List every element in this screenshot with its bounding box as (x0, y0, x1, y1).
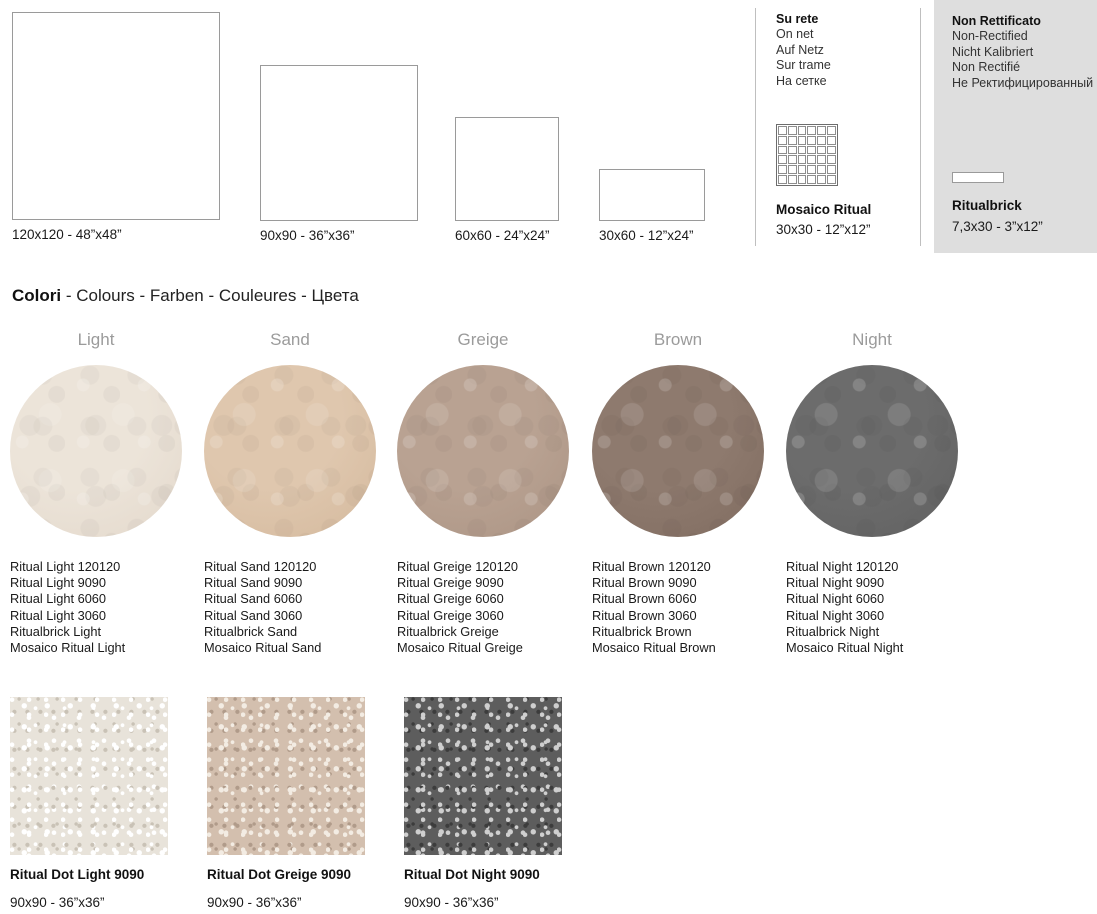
dot-tile-1 (207, 697, 377, 910)
format-caption-30x60: 30x60 - 12”x24” (599, 228, 694, 243)
dot-tile-swatch (404, 697, 562, 855)
colour-swatch-sand (204, 365, 376, 537)
mosaic-product-name: Mosaico Ritual (776, 202, 872, 217)
colour-product-item: Ritual Night 6060 (786, 591, 885, 607)
colour-product-item: Mosaico Ritual Light (10, 640, 126, 656)
panel-su-rete-lang-en: On net (776, 27, 814, 41)
format-120x120 (12, 12, 220, 242)
colour-product-list (786, 559, 981, 656)
mosaic-product-size: 30x30 - 12”x12” (776, 222, 871, 237)
dot-tile-swatch (207, 697, 365, 855)
colour-product-item: Ritual Light 6060 (10, 591, 107, 607)
colour-product-item: Ritual Sand 9090 (204, 575, 303, 591)
panel-non-rettificato-lang-en: Non-Rectified (952, 29, 1028, 43)
colour-texture (10, 365, 182, 537)
colour-product-item: Ritual Brown 120120 (592, 559, 711, 574)
colour-swatch-light (10, 365, 182, 537)
colour-product-item: Ritual Light 9090 (10, 575, 107, 591)
panel-non-rettificato-title: Non Rettificato (952, 14, 1041, 28)
panel-non-rettificato-lang-fr: Non Rectifié (952, 60, 1021, 74)
colori-heading (12, 286, 359, 306)
dot-tile-name: Ritual Dot Greige 9090 (207, 867, 352, 882)
colour-product-item: Ritual Sand 6060 (204, 591, 303, 607)
dot-tile-0 (10, 697, 180, 910)
colour-column-night (786, 330, 981, 656)
format-caption-120x120: 120x120 - 48”x48” (12, 227, 122, 242)
panel-su-rete-lang-ru: На сетке (776, 73, 827, 88)
colour-product-item: Ritual Light 3060 (10, 607, 107, 623)
divider-right (920, 8, 921, 246)
colour-product-item: Ritualbrick Night (786, 623, 880, 639)
panel-su-rete (776, 12, 911, 237)
dot-tile-speckle-texture (404, 697, 562, 855)
colour-product-item: Ritual Night 9090 (786, 575, 885, 591)
format-swatch-120x120 (12, 12, 220, 220)
colour-product-item: Ritualbrick Sand (204, 623, 298, 639)
mosaic-grid-icon (776, 124, 838, 186)
colour-swatch-brown (592, 365, 764, 537)
panel-su-rete-lang-de: Auf Netz (776, 42, 824, 57)
colour-product-list (592, 559, 787, 656)
format-60x60 (455, 117, 559, 243)
panel-su-rete-title: Su rete (776, 12, 819, 26)
colour-product-item: Mosaico Ritual Brown (592, 640, 716, 656)
colour-product-item: Ritual Brown 9090 (592, 575, 697, 591)
dot-tile-name: Ritual Dot Night 9090 (404, 867, 540, 882)
dot-tile-2 (404, 697, 574, 910)
colour-texture (592, 365, 764, 537)
panel-non-rettificato-content (952, 14, 1097, 91)
panel-non-rettificato-lang-ru: Не Ректифицированный (952, 75, 1094, 90)
colour-column-greige (397, 330, 592, 656)
colour-product-item: Ritual Light 120120 (10, 559, 121, 574)
colour-product-item: Ritual Night 3060 (786, 607, 885, 623)
panel-non-rettificato (934, 0, 1097, 253)
colour-product-item: Ritual Sand 120120 (204, 559, 317, 574)
colour-product-item: Mosaico Ritual Sand (204, 640, 322, 656)
colour-product-item: Ritualbrick Greige (397, 623, 499, 639)
panel-su-rete-lang-fr: Sur trame (776, 58, 831, 72)
colour-product-item: Ritual Brown 6060 (592, 591, 697, 607)
format-30x60 (599, 169, 705, 243)
colour-product-item: Ritual Greige 3060 (397, 607, 504, 623)
colour-swatch-greige (397, 365, 569, 537)
colour-column-brown (592, 330, 787, 656)
colour-texture (786, 365, 958, 537)
divider-left (755, 8, 756, 246)
formats-row (0, 0, 1097, 253)
colour-product-list (10, 559, 205, 656)
colour-column-sand (204, 330, 399, 656)
colour-product-item: Mosaico Ritual Greige (397, 640, 523, 656)
brick-tile-icon (952, 172, 1004, 183)
colour-title-greige: Greige (457, 330, 509, 349)
colour-product-item: Ritual Greige 120120 (397, 559, 518, 574)
colour-product-item: Ritual Brown 3060 (592, 607, 697, 623)
colour-product-list (397, 559, 592, 656)
panel-non-rettificato-lang-de: Nicht Kalibriert (952, 44, 1034, 59)
format-swatch-90x90 (260, 65, 418, 221)
format-swatch-60x60 (455, 117, 559, 221)
colour-title-brown: Brown (653, 330, 703, 349)
dot-tile-speckle-texture (207, 697, 365, 855)
dot-tile-speckle-texture (10, 697, 168, 855)
colour-title-sand: Sand (270, 330, 310, 349)
format-90x90 (260, 65, 418, 243)
colour-product-item: Ritualbrick Light (10, 623, 102, 639)
colour-product-item: Ritual Greige 6060 (397, 591, 504, 607)
brick-product-name: Ritualbrick (952, 198, 1022, 213)
colour-product-list (204, 559, 399, 656)
dot-tile-name: Ritual Dot Light 9090 (10, 867, 145, 882)
colour-title-light: Light (77, 330, 115, 349)
colour-product-item: Mosaico Ritual Night (786, 640, 904, 656)
colori-heading-bold: Colori (12, 286, 62, 305)
dot-tile-size: 90x90 - 36”x36” (404, 895, 499, 910)
colour-product-item: Ritual Greige 9090 (397, 575, 504, 591)
colour-product-item: Ritualbrick Brown (592, 623, 692, 639)
format-swatch-30x60 (599, 169, 705, 221)
dot-tile-swatch (10, 697, 168, 855)
format-caption-90x90: 90x90 - 36”x36” (260, 228, 355, 243)
brick-product-size: 7,3x30 - 3”x12” (952, 219, 1043, 234)
colori-heading-rest: - Colours - Farben - Couleures - Цвета (61, 286, 359, 305)
colour-column-light (10, 330, 205, 656)
colour-texture (204, 365, 376, 537)
format-caption-60x60: 60x60 - 24”x24” (455, 228, 550, 243)
dot-tile-size: 90x90 - 36”x36” (10, 895, 105, 910)
colour-swatch-night (786, 365, 958, 537)
colour-product-item: Ritual Sand 3060 (204, 607, 303, 623)
colour-title-night: Night (852, 330, 892, 349)
colour-product-item: Ritual Night 120120 (786, 559, 899, 574)
dot-tile-size: 90x90 - 36”x36” (207, 895, 302, 910)
colour-texture (397, 365, 569, 537)
